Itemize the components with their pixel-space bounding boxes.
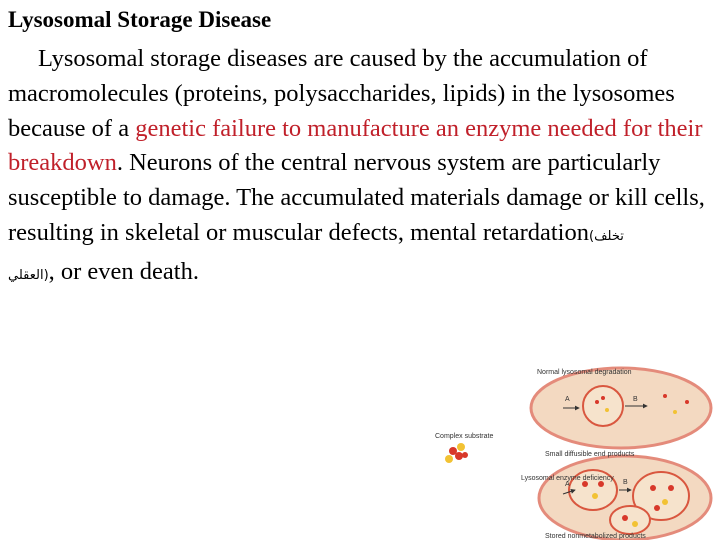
label-small-products: Small diffusible end products — [545, 451, 635, 458]
arabic-text-1: (تخلف — [589, 228, 624, 244]
label-a-bottom: A — [565, 481, 570, 488]
highlighted-phrase: genetic failure to manufacture an enzyme needed for their breakdown — [8, 114, 703, 177]
paragraph-part-1: Lysosomal storage diseases are caused by the accumulation of macromolecules (proteins, polysaccharides, lipids) in the lysosomes because of a — [8, 45, 675, 142]
normal-cell — [531, 368, 711, 448]
arabic-text-2: العقلي) — [8, 267, 49, 283]
label-complex-substrate: Complex substrate — [435, 433, 494, 440]
body-paragraph — [8, 42, 716, 294]
paragraph-part-2: . Neurons of the central nervous system are particularly susceptible to damage. The accumulated materials damage or kill cells, resulting in skeletal or muscular defects, mental retardation — [8, 149, 705, 246]
label-b-bottom: B — [623, 479, 628, 486]
label-normal: Normal lysosomal degradation — [537, 369, 632, 376]
paragraph-part-3: , or even death. — [48, 257, 199, 285]
deficient-cell — [539, 456, 711, 540]
label-a-top: A — [565, 396, 570, 403]
label-b-top: B — [633, 396, 638, 403]
lysosome-diagram — [425, 356, 717, 540]
slide-title: Lysosomal Storage Disease — [8, 7, 272, 32]
label-enzyme-deficiency: Lysosomal enzyme deficiency — [521, 475, 614, 482]
label-stored-products: Stored nonmetabolized products — [545, 533, 646, 540]
